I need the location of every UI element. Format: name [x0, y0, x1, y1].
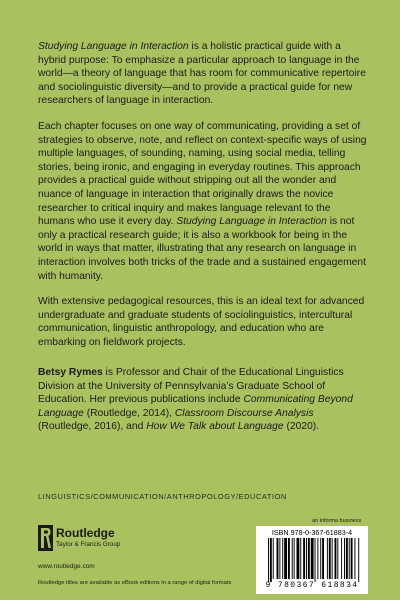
barcode-bar [306, 538, 307, 579]
barcode-bar [277, 538, 279, 579]
barcode-bar [335, 538, 337, 579]
author-bio [38, 366, 368, 434]
book-title: Studying Language in Interaction [176, 216, 327, 228]
barcode-bar [308, 538, 310, 579]
routledge-r-icon [38, 525, 53, 551]
barcode-bar [344, 538, 345, 579]
barcode-bar [346, 538, 348, 579]
barcode-bar [322, 538, 324, 579]
barcode-bar [351, 538, 353, 579]
blurb-paragraph-3: With extensive pedagogical resources, this is an ideal text for advanced undergraduate and graduate students of sociolinguistics, intercultural communication, linguistic anthropology, and education who are embarking on fieldwork projects. [38, 296, 365, 348]
barcode-bar [337, 538, 338, 579]
barcode-bar [332, 538, 333, 579]
blurb-paragraph-2: Each chapter focuses on one way of communicating, providing a set of strategies to observe, note, and reflect on context-specific ways of using multiple languages, of sounding, naming, using social media, telling stories, being ironic, and engaging in everyday routines. This approach provides a practical guide without stripping out all the wonder and nuance of language in interaction that originally draws the novice researcher to critical inquiry and makes language relevant to the humans who use it every day. Studying Language in Interaction is not only a practical research guide; it is also a workbook for being in the world in ways that matter, illustrating that any research on language in interaction involves both tricks of the trade and a sustained engagement with humanity. [38, 120, 367, 282]
barcode-bar [300, 538, 301, 579]
barcode-bar [341, 538, 342, 579]
barcode-bar [320, 538, 321, 579]
barcode-bar [311, 538, 314, 579]
book-title: Studying Language in Interaction [38, 41, 189, 52]
barcode-bar [288, 538, 290, 579]
barcode-bar [273, 538, 274, 579]
barcode-bar [284, 538, 287, 579]
barcode-bar [297, 538, 300, 579]
barcode-bar [327, 538, 328, 579]
barcode-bar [294, 538, 295, 579]
barcode-bar [315, 538, 316, 582]
author-name: Betsy Rymes [38, 367, 103, 378]
publisher-website[interactable]: www.routledge.com [38, 563, 95, 570]
isbn-barcode [256, 526, 368, 594]
barcode-bar [329, 538, 331, 579]
ebook-footnote: Routledge titles are available as eBook editions in a range of digital formats [38, 580, 232, 586]
isbn-number: ISBN 978-0-367-61883-4 [271, 528, 353, 537]
informa-label: an informa business [312, 518, 362, 524]
subject-categories: LINGUISTICS/COMMUNICATION/ANTHROPOLOGY/EDUCATION [38, 492, 287, 501]
barcode-bar [317, 538, 318, 579]
barcode-bar [358, 538, 359, 582]
routledge-logo [38, 525, 178, 559]
barcode-bar [292, 538, 293, 579]
barcode-bar [270, 538, 272, 582]
back-cover-blurb [38, 40, 368, 361]
publisher-group: Taylor & Francis Group [56, 541, 121, 548]
barcode-bar [303, 538, 305, 579]
barcode-bar [268, 538, 269, 582]
publisher-name: Routledge [56, 526, 115, 540]
barcode-digits: 9 780367 618834 [265, 581, 359, 590]
barcode-bar [349, 538, 350, 579]
barcode-bar [279, 538, 280, 579]
barcode-bar [354, 538, 355, 579]
author-bio-paragraph: Betsy Rymes is Professor and Chair of the Educational Linguistics Division at the University of Pennsylvania’s Graduate School of Education. Her previous publications include Communicating Beyond Language (Routledge, 2014), Classroom Discourse Analysis (Routledge, 2016), and How We Talk about Language (2020). [38, 367, 353, 433]
blurb-paragraph-1: Studying Language in Interaction is a holistic practical guide with a hybrid purpose: To emphasize a particular approach to language in the world—a theory of language that has room for communicative repertoire and sociolinguistic diversity—and to provide a practical guide for new researchers of language in interaction. [38, 41, 366, 107]
barcode-bar [282, 538, 283, 579]
